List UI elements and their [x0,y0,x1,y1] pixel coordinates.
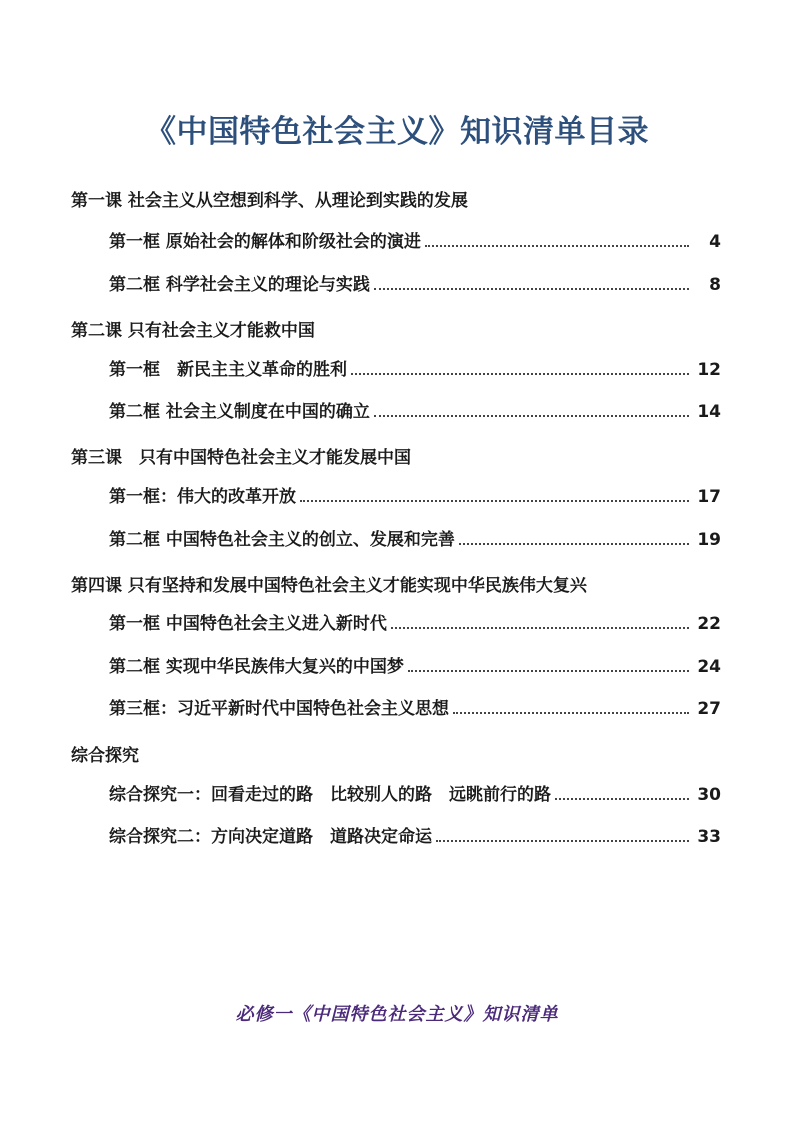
toc-entry[interactable] [109,524,721,550]
toc-entry[interactable] [109,226,721,252]
toc-entry-page: 17 [697,487,721,507]
toc-entry[interactable] [109,608,721,634]
toc-entry[interactable] [109,354,721,380]
dot-leader [391,627,689,629]
toc-entry[interactable] [109,269,721,295]
toc-entry-label: 第一框：伟大的改革开放 [109,487,296,507]
toc-entry-page: 27 [697,699,721,719]
toc-entry-page: 33 [697,827,721,847]
toc-lesson-5: 综合探究 [71,746,139,766]
dot-leader [555,798,689,800]
toc-entry[interactable] [109,779,721,805]
toc-entry[interactable] [109,396,721,422]
dot-leader [374,415,689,417]
toc-entry[interactable] [109,481,721,507]
page-footer: 必修一《中国特色社会主义》知识清单 [235,1004,559,1025]
toc-entry-label: 第二框 实现中华民族伟大复兴的中国梦 [109,657,404,677]
dot-leader [351,373,689,375]
toc-entry-page: 24 [697,657,721,677]
toc-entry-label: 第二框 社会主义制度在中国的确立 [109,402,370,422]
toc-entry-label: 第二框 科学社会主义的理论与实践 [109,275,370,295]
dot-leader [425,245,689,247]
dot-leader [374,288,689,290]
toc-entry-label: 第三框：习近平新时代中国特色社会主义思想 [109,699,449,719]
toc-entry-page: 14 [697,402,721,422]
toc-entry-page: 22 [697,614,721,634]
toc-entry-label: 第一框 中国特色社会主义进入新时代 [109,614,387,634]
dot-leader [453,712,689,714]
toc-entry[interactable] [109,821,721,847]
toc-entry-label: 第一框 原始社会的解体和阶级社会的演进 [109,232,421,252]
page-title: 《中国特色社会主义》知识清单目录 [145,114,649,150]
toc-entry-label: 第一框 新民主主义革命的胜利 [109,360,347,380]
toc-entry-page: 12 [697,360,721,380]
toc-entry-label: 综合探究一：回看走过的路 比较别人的路 远眺前行的路 [109,785,551,805]
toc-entry-page: 4 [709,232,721,252]
toc-entry[interactable] [109,693,721,719]
toc-entry-page: 8 [709,275,721,295]
dot-leader [459,543,689,545]
toc-entry-page: 30 [697,785,721,805]
toc-entry[interactable] [109,651,721,677]
toc-lesson-4: 第四课 只有坚持和发展中国特色社会主义才能实现中华民族伟大复兴 [71,576,587,596]
toc-entry-page: 19 [697,530,721,550]
toc-entry-label: 第二框 中国特色社会主义的创立、发展和完善 [109,530,455,550]
toc-lesson-2: 第二课 只有社会主义才能救中国 [71,321,315,341]
dot-leader [408,670,689,672]
dot-leader [300,500,689,502]
toc-lesson-1: 第一课 社会主义从空想到科学、从理论到实践的发展 [71,191,468,211]
toc-lesson-3: 第三课 只有中国特色社会主义才能发展中国 [71,448,411,468]
dot-leader [436,840,689,842]
toc-entry-label: 综合探究二：方向决定道路 道路决定命运 [109,827,432,847]
